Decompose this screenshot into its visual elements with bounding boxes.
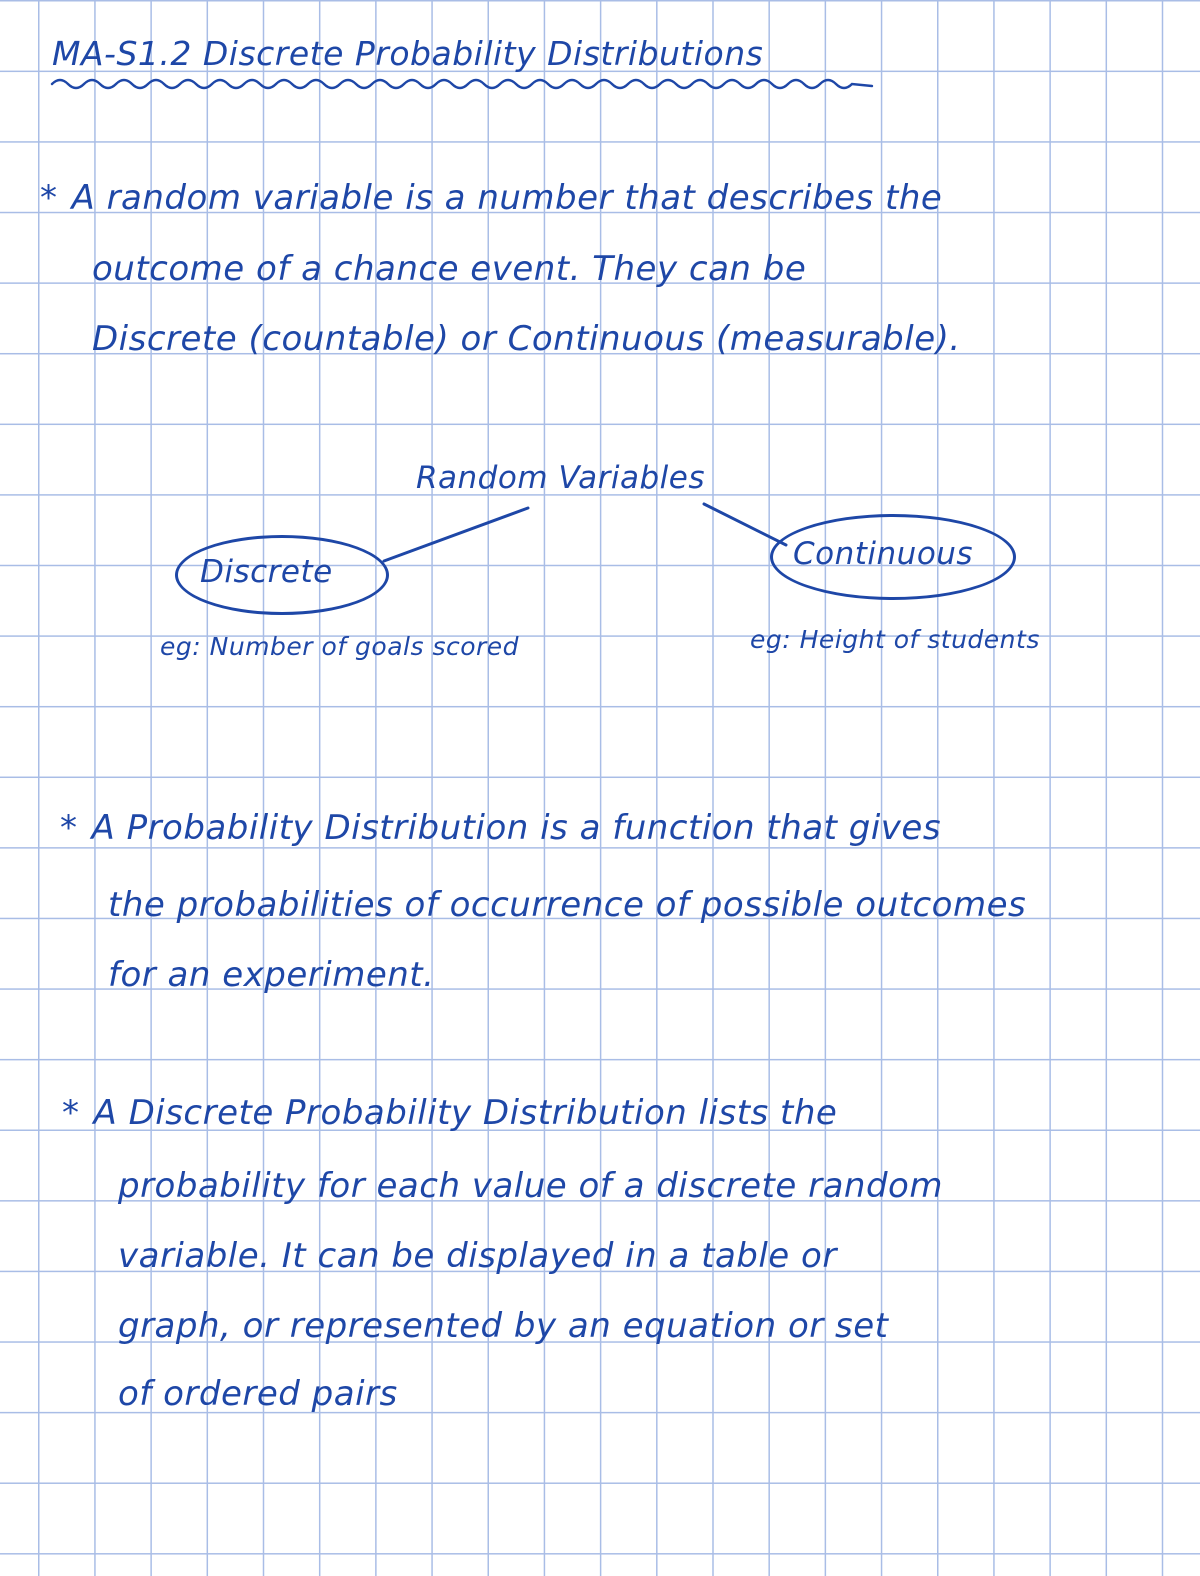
definition-2-line-3: for an experiment.	[108, 955, 435, 995]
continuous-label: Continuous	[793, 536, 974, 572]
definition-3-line-1: * A Discrete Probability Distribution lists the	[62, 1093, 838, 1133]
definition-1-line-2: outcome of a chance event. They can be	[92, 249, 807, 289]
definition-2-line-2: the probabilities of occurrence of possible outcomes	[108, 885, 1027, 925]
continuous-example: eg: Height of students	[750, 625, 1040, 654]
definition-1-line-3: Discrete (countable) or Continuous (measurable).	[92, 319, 961, 359]
diagram-root-label: Random Variables	[416, 460, 705, 496]
definition-3-line-3: variable. It can be displayed in a table or	[118, 1236, 837, 1276]
discrete-example: eg: Number of goals scored	[160, 632, 520, 661]
bullet-icon: *	[62, 1093, 80, 1133]
definition-3-line-2: probability for each value of a discrete random	[118, 1166, 943, 1206]
discrete-label: Discrete	[200, 554, 333, 590]
definition-1-line-1: * A random variable is a number that describes the	[40, 178, 943, 218]
definition-3-line-4: graph, or represented by an equation or set	[118, 1306, 889, 1346]
definition-3-line-5: of ordered pairs	[118, 1374, 398, 1414]
definition-2-line-1: * A Probability Distribution is a function that gives	[60, 808, 942, 848]
bullet-icon: *	[60, 808, 78, 848]
tree-connectors	[0, 0, 1200, 700]
page-title: MA-S1.2 Discrete Probability Distributions	[52, 34, 764, 73]
bullet-icon: *	[40, 178, 58, 218]
